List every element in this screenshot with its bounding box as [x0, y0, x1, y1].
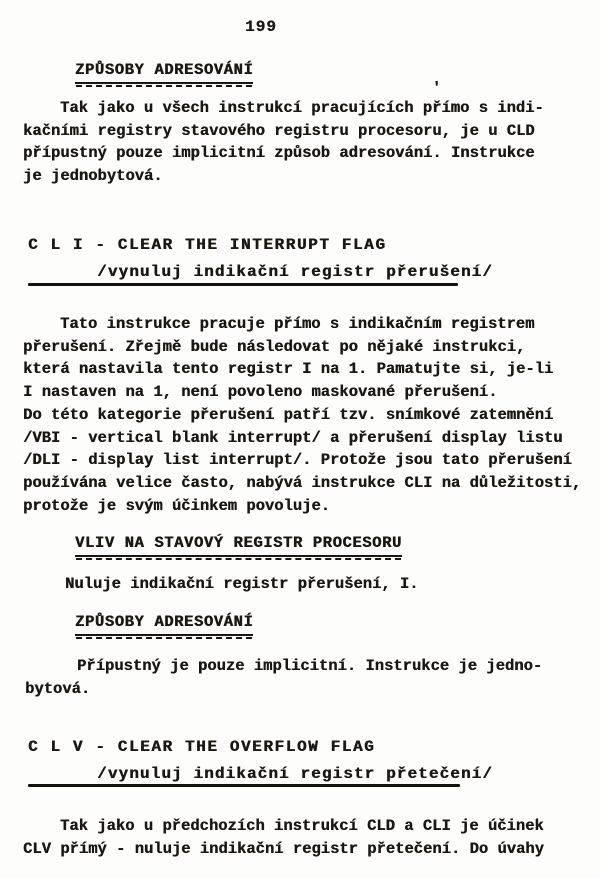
paragraph-line: je jednobytová. — [23, 167, 163, 186]
paragraph-line: která nastavila tento registr I na 1. Pamatujte si, je-li — [23, 360, 554, 379]
ink-artifact: ' — [432, 80, 442, 97]
cli-title-block — [28, 232, 493, 285]
paragraph-line: bytová. — [25, 679, 91, 698]
section-status-register — [75, 533, 402, 557]
paragraph-line: Přípustný je pouze implicitní. Instrukce je jedno- — [77, 657, 543, 675]
paragraph-line: /VBI - vertical blank interrupt/ a přerušení display listu — [23, 428, 563, 447]
section-addressing-cli — [75, 612, 253, 636]
instruction-subtitle: /vynuluj indikační registr přetečení/ — [97, 764, 493, 783]
paragraph-line: Tato instrukce pracuje přímo s indikačním registrem — [60, 315, 535, 333]
paragraph-line: používána velice často, nabývá instrukce CLI na důležitosti, — [23, 473, 582, 492]
section-heading: VLIV NA STAVOVÝ REGISTR PROCESORU — [75, 533, 402, 557]
paragraph-line: I nastaven na 1, není povoleno maskované přerušení. — [23, 383, 498, 402]
addressing-paragraph — [25, 655, 542, 700]
paragraph-line: Nuluje indikační registr přerušení, I. — [65, 575, 419, 593]
paragraph-line: Tak jako u všech instrukcí pracujících přímo s indi- — [60, 99, 544, 117]
paragraph-line: protože je svým účinkem povoluje. — [23, 496, 330, 515]
cli-paragraph — [23, 313, 581, 517]
section-heading: ZPŮSOBY ADRESOVÁNÍ — [75, 612, 253, 636]
clv-title-block — [28, 734, 493, 787]
instruction-subtitle: /vynuluj indikační registr přerušení/ — [97, 262, 493, 281]
paragraph-line: /DLI - display list interrupt/. Protože jsou tato přerušení — [23, 451, 572, 470]
top-paragraph — [23, 97, 544, 188]
clv-paragraph — [23, 815, 544, 860]
effect-paragraph — [65, 573, 418, 596]
page-number: 199 — [245, 18, 277, 36]
instruction-title: C L V - CLEAR THE OVERFLOW FLAG — [28, 738, 376, 756]
paragraph-line: Tak jako u předchozích instrukcí CLD a CLI je účinek — [60, 817, 544, 835]
paragraph-line: kačními registry stavového registru procesoru, je u CLD — [23, 121, 535, 140]
section-addressing-top — [75, 60, 253, 84]
paragraph-line: Do této kategorie přerušení patří tzv. snímkové zatemnění — [23, 405, 554, 424]
paragraph-line: přípustný pouze implicitní způsob adresování. Instrukce — [23, 144, 535, 163]
section-heading: ZPŮSOBY ADRESOVÁNÍ — [75, 60, 253, 84]
title-underline — [28, 283, 458, 286]
instruction-title: C L I - CLEAR THE INTERRUPT FLAG — [28, 236, 387, 254]
paragraph-line: přerušení. Zřejmě bude následovat po nějaké instrukci, — [23, 337, 526, 356]
paragraph-line: CLV přímý - nuluje indikační registr přetečení. Do úvahy — [23, 839, 544, 858]
title-underline — [28, 784, 460, 787]
